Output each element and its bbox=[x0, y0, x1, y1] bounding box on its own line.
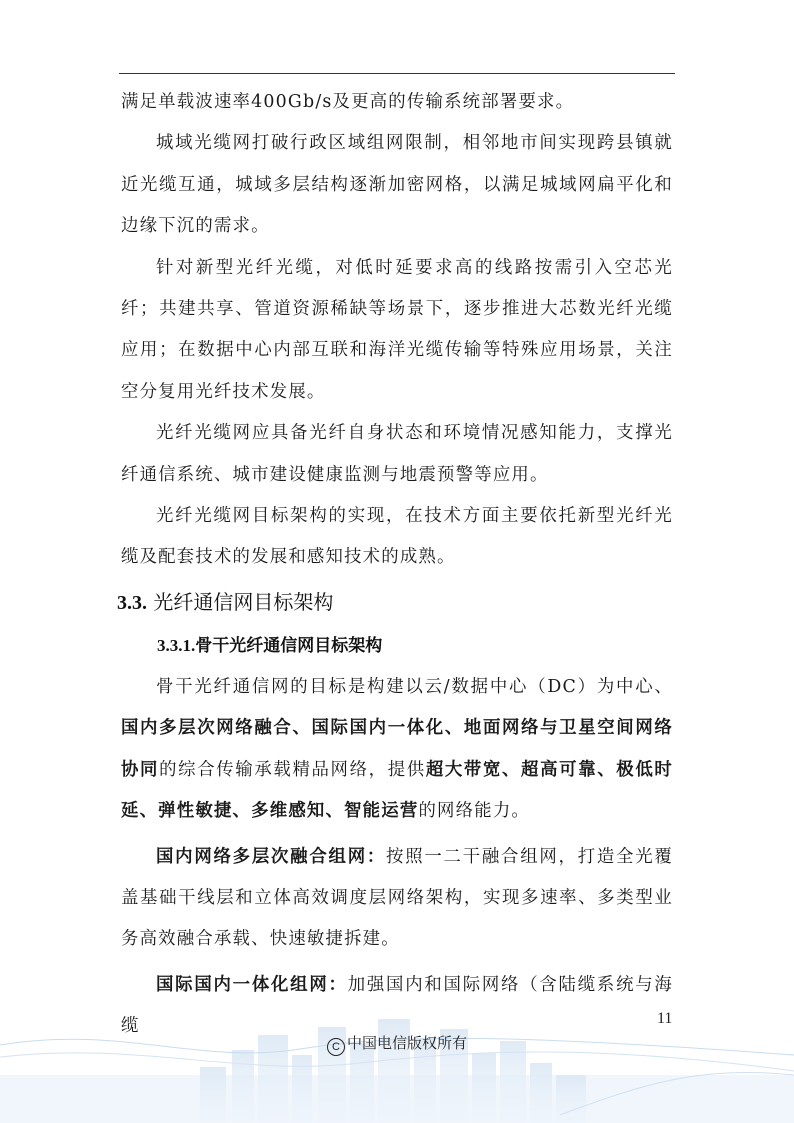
item-paragraph bbox=[121, 837, 673, 961]
intro-bold: 超大带宽、超高可靠、极低时延、弹性敏捷、多维感知、智能运营 bbox=[121, 759, 673, 822]
item-text: 按照一二干融合组网，打造全光覆盖基础干线层和立体高效调度层网络架构，实现多速率、多类型业务高效融合承载、快速敏捷拆建。 bbox=[121, 846, 673, 950]
footer-text: 中国电信版权所有 bbox=[346, 1034, 467, 1052]
document-body bbox=[117, 82, 673, 1048]
footer bbox=[0, 1032, 794, 1056]
page-number: 11 bbox=[657, 1010, 673, 1027]
paragraph: 针对新型光纤光缆，对低时延要求高的线路按需引入空芯光纤；共建共享、管道资源稀缺等场景下，逐步推进大芯数光纤光缆应用；在数据中心内部互联和海洋光缆传输等特殊应用场景，关注空分复用光纤技术发展。 bbox=[121, 257, 673, 402]
item-lead: 国际国内一体化组网： bbox=[156, 974, 348, 995]
item-lead: 国内网络多层次融合组网： bbox=[156, 846, 387, 867]
subsection-number: 3.3.1. bbox=[157, 635, 196, 655]
header-rule bbox=[119, 73, 675, 74]
city-skyline-watermark bbox=[0, 1005, 794, 1123]
intro-paragraph bbox=[121, 667, 673, 833]
intro-bold: 国内多层次网络融合、国际国内一体化、地面网络与卫星空间网络协同 bbox=[121, 718, 673, 780]
copyright-icon: C bbox=[327, 1038, 345, 1056]
paragraph: 城域光缆网打破行政区域组网限制，相邻地市间实现跨县镇就近光缆互通，城域多层结构逐渐加密网格，以满足城域网扁平化和边缘下沉的需求。 bbox=[121, 133, 673, 237]
section-heading bbox=[117, 581, 673, 625]
section-number: 3.3. bbox=[117, 591, 147, 614]
subsection-title: 骨干光纤通信网目标架构 bbox=[195, 635, 383, 656]
paragraph: 光纤光缆网目标架构的实现，在技术方面主要依托新型光纤光缆及配套技术的发展和感知技术的成熟。 bbox=[121, 506, 673, 568]
intro-text: 的综合传输承载精品网络，提供 bbox=[159, 759, 426, 780]
intro-text: 骨干光纤通信网的目标是构建以云/数据中心（DC）为中心、 bbox=[156, 676, 673, 697]
paragraph: 光纤光缆网应具备光纤自身状态和环境情况感知能力，支撑光纤通信系统、城市建设健康监测与地震预警等应用。 bbox=[121, 423, 673, 485]
section-title: 光纤通信网目标架构 bbox=[153, 589, 334, 614]
item-text: 加强国内和国际网络（含陆缆系统与海缆 bbox=[121, 974, 673, 1037]
subsection-heading bbox=[157, 625, 673, 667]
paragraph: 满足单载波速率400Gb/s及更高的传输系统部署要求。 bbox=[121, 92, 575, 112]
intro-text: 的网络能力。 bbox=[418, 801, 530, 822]
